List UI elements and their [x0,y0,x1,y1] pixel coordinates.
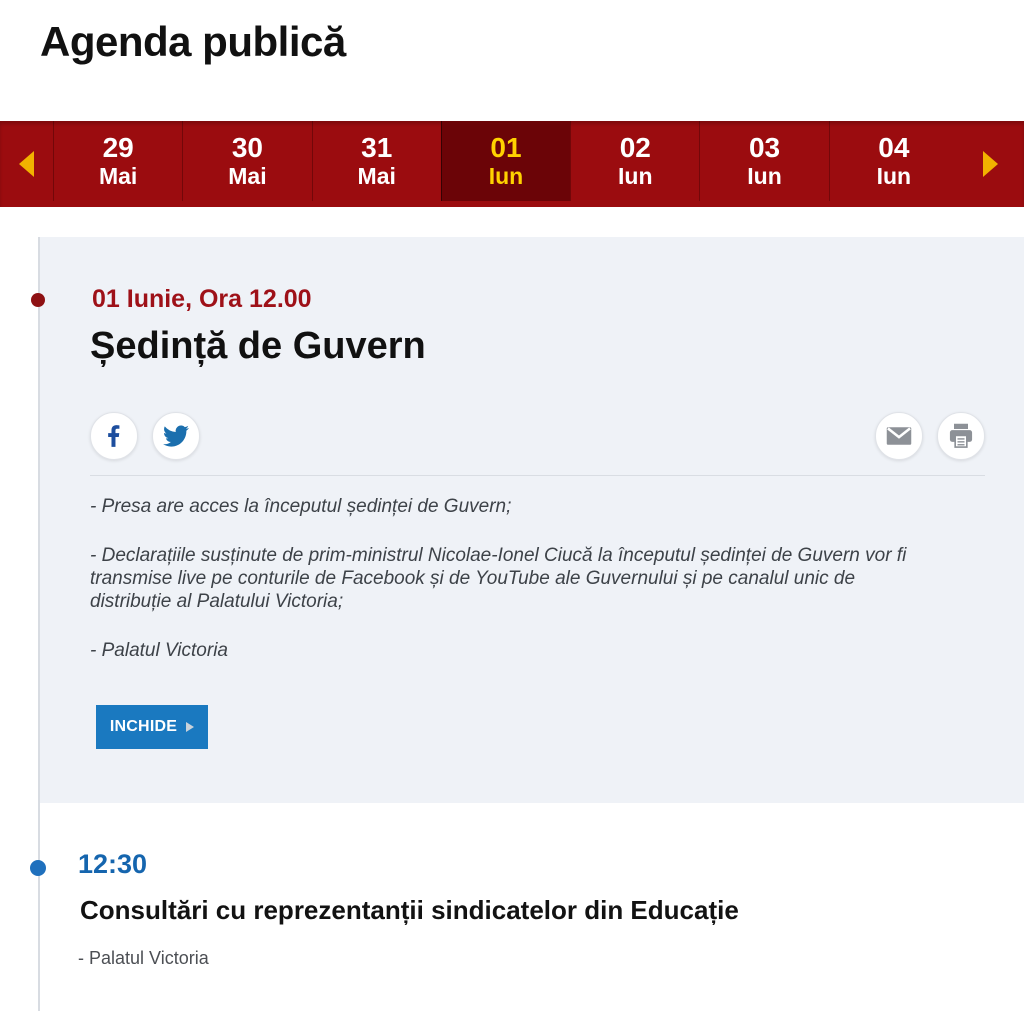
twitter-icon [163,423,189,449]
day-number: 31 [361,132,393,164]
chevron-left-icon [19,151,34,177]
day-cell-03-iun[interactable] [699,121,828,201]
chevron-right-icon [983,151,998,177]
event-paragraph: - Declarațiile susținute de prim-ministrul Nicolae-Ionel Ciucă la începutul ședinței de Guvern vor fi transmise live pe conturile de Facebook și de YouTube ale Guvernului și pe canalul unic de distribuție al Palatului Victoria; [90,545,907,612]
day-month: Iun [618,162,653,189]
event-detail-card [40,237,1024,803]
event-datetime: 01 Iunie, Ora 12.00 [92,285,312,313]
day-number: 02 [619,132,651,164]
event-bullet-red [31,293,45,307]
email-icon [885,422,913,450]
day-cell-31-mai[interactable] [312,121,441,201]
event-paragraph: - Palatul Victoria [90,640,228,661]
day-month: Mai [357,162,396,189]
day-month: Mai [98,162,138,189]
event-title: Ședință de Guvern [90,325,426,367]
day-cell-01-iun-selected[interactable] [441,121,570,201]
next-event-time: 12:30 [78,849,148,879]
event-description [90,495,935,688]
next-event-location: - Palatul Victoria [78,948,209,968]
day-month: Mai [228,162,267,189]
day-number: 29 [102,132,134,164]
event-paragraph: - Presa are acces la începutul ședinței de Guvern; [90,496,512,517]
facebook-share-button[interactable] [90,412,138,460]
day-cell-30-mai[interactable] [182,121,311,201]
email-share-button[interactable] [875,412,923,460]
arrow-right-icon [186,722,194,732]
day-month: Iun [488,162,524,189]
day-number: 30 [231,132,263,164]
day-number: 03 [748,132,781,164]
day-number: 04 [878,132,910,164]
day-cell-04-iun[interactable] [829,121,958,201]
close-button[interactable] [96,705,208,749]
carousel-prev-button[interactable] [0,121,53,207]
date-carousel [0,121,1024,207]
day-month: Iun [747,162,782,189]
carousel-next-button[interactable] [958,121,1024,207]
facebook-icon [101,423,127,449]
page-title: Agenda publică [40,18,346,65]
day-number: 01 [490,132,522,164]
twitter-share-button[interactable] [152,412,200,460]
next-event-title[interactable]: Consultări cu reprezentanții sindicatelor din Educație [80,895,739,925]
print-icon [947,422,975,450]
card-divider [90,475,985,476]
event-bullet-blue [30,860,46,876]
day-month: Iun [876,162,912,189]
print-button[interactable] [937,412,985,460]
day-cell-29-mai[interactable] [53,121,182,201]
day-cell-02-iun[interactable] [570,121,699,201]
close-button-label: INCHIDE [109,718,178,735]
